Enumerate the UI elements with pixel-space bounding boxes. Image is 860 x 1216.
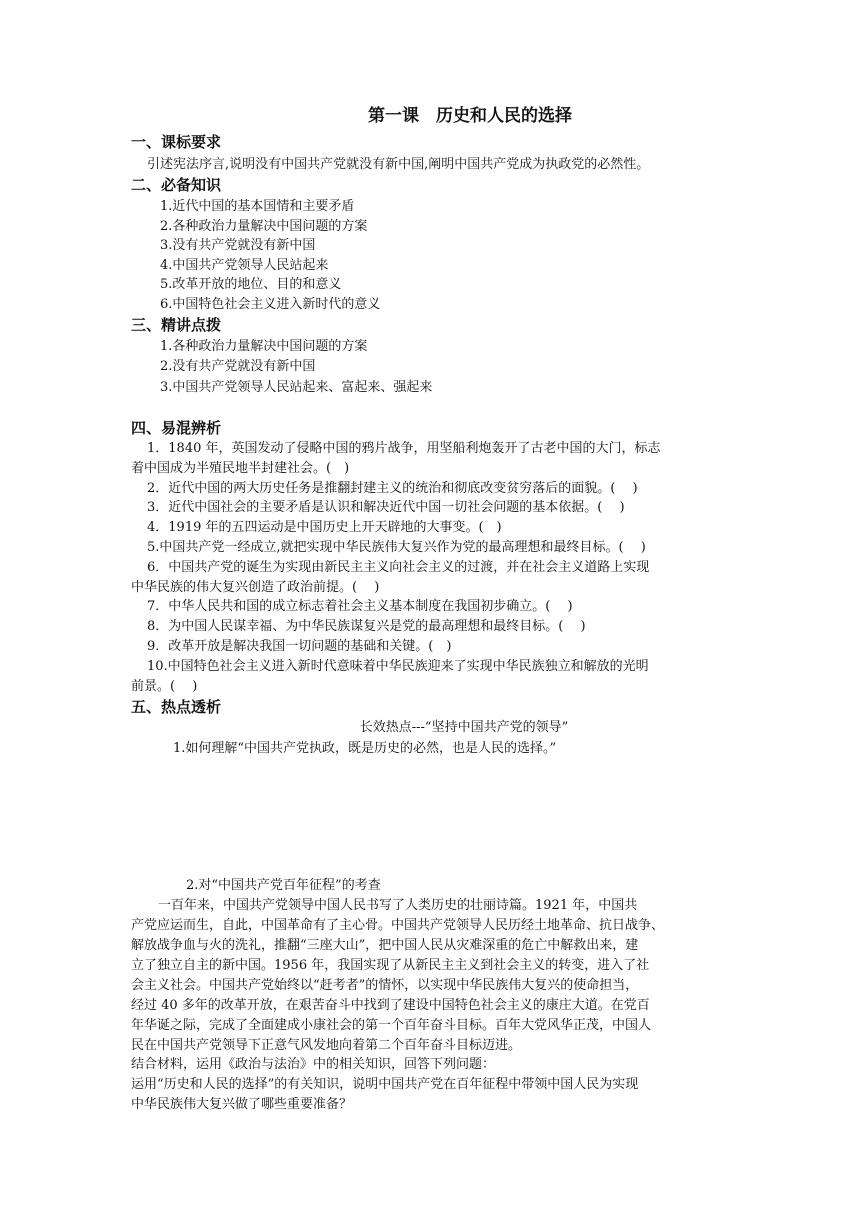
judgement-item: 4．1919 年的五四运动是中国历史上开天辟地的大事变。( ) [147, 520, 502, 535]
key-point-item: 3.中国共产党领导人民站起来、富起来、强起来 [160, 380, 433, 395]
knowledge-item: 2.各种政治力量解决中国问题的方案 [160, 219, 368, 234]
knowledge-item: 4.中国共产党领导人民站起来 [160, 258, 329, 273]
material-line: 民在中国共产党领导下正意气风发地向着第二个百年奋斗目标迈进。 [131, 1038, 522, 1053]
section-heading-confusables: 四、易混辨析 [131, 419, 222, 437]
judgement-item: 1．1840 年，英国发动了侵略中国的鸦片战争，用坚船利炮轰开了古老中国的大门，标志 [147, 441, 661, 456]
section-heading-standards: 一、课标要求 [131, 133, 222, 151]
judgement-item-cont: 着中国成为半殖民地半封建社会。( ) [131, 461, 350, 476]
knowledge-item: 1.近代中国的基本国情和主要矛盾 [160, 199, 355, 214]
section-heading-hot-topics: 五、热点透析 [131, 698, 222, 716]
judgement-item-cont: 中华民族的伟大复兴创造了政治前提。( ) [131, 580, 380, 595]
judgement-item: 9．改革开放是解决我国一切问题的基础和关键。( ) [147, 639, 452, 654]
material-line: 解放战争血与火的洗礼，推翻“三座大山”，把中国人民从灾难深重的危亡中解救出来，建 [131, 938, 639, 953]
material-line: 年华诞之际，完成了全面建成小康社会的第一个百年奋斗目标。百年大党风华正茂，中国人 [131, 1018, 652, 1033]
question-instruction: 结合材料，运用《政治与法治》中的相关知识，回答下列问题： [131, 1057, 496, 1072]
material-line: 经过 40 多年的改革开放，在艰苦奋斗中找到了建设中国特色社会主义的康庄大道。在党百 [131, 998, 650, 1013]
material-line: 一百年来，中国共产党领导中国人民书写了人类历史的壮丽诗篇。1921 年，中国共 [158, 898, 638, 913]
judgement-item: 10.中国特色社会主义进入新时代意味着中华民族迎来了实现中华民族独立和解放的光明 [147, 659, 649, 674]
judgement-item: 2．近代中国的两大历史任务是推翻封建主义的统治和彻底改变贫穷落后的面貌。( ) [147, 481, 638, 496]
question-text: 中华民族伟大复兴做了哪些重要准备？ [131, 1097, 353, 1112]
page-title: 第一课 历史和人民的选择 [368, 106, 572, 126]
judgement-item: 5.中国共产党一经成立,就把实现中华民族伟大复兴作为党的最高理想和最终目标。( ) [147, 540, 646, 555]
key-point-item: 1.各种政治力量解决中国问题的方案 [160, 339, 368, 354]
material-line: 产党应运而生，自此，中国革命有了主心骨。中国共产党领导人民历经土地革命、抗日战争、 [131, 918, 665, 933]
hot-topic-subheading: 长效热点---“坚持中国共产党的领导” [359, 720, 569, 735]
material-line: 会主义社会。中国共产党始终以“赶考者”的情怀，以实现中华民族伟大复兴的使命担当， [131, 978, 639, 993]
judgement-item: 7．中华人民共和国的成立标志着社会主义基本制度在我国初步确立。( ) [147, 599, 573, 614]
question-text: 运用“历史和人民的选择”的有关知识，说明中国共产党在百年征程中带领中国人民为实现 [131, 1077, 639, 1092]
judgement-item: 3．近代中国社会的主要矛盾是认识和解决近代中国一切社会问题的基本依据。( ) [147, 500, 625, 515]
judgement-item-cont: 前景。( ) [131, 679, 198, 694]
section-heading-knowledge: 二、必备知识 [131, 176, 222, 194]
knowledge-item: 3.没有共产党就没有新中国 [160, 238, 316, 253]
question-1: 1.如何理解“中国共产党执政，既是历史的必然，也是人民的选择。” [173, 741, 557, 756]
knowledge-item: 6.中国特色社会主义进入新时代的意义 [160, 297, 381, 312]
judgement-item: 8．为中国人民谋幸福、为中华民族谋复兴是党的最高理想和最终目标。( ) [147, 619, 586, 634]
question-2-title: 2.对“中国共产党百年征程”的考查 [186, 878, 381, 893]
judgement-item: 6．中国共产党的诞生为实现由新民主主义向社会主义的过渡，并在社会主义道路上实现 [147, 560, 650, 575]
knowledge-item: 5.改革开放的地位、目的和意义 [160, 277, 342, 292]
section-heading-key-points: 三、精讲点拨 [131, 316, 222, 334]
standards-text: 引述宪法序言,说明没有中国共产党就没有新中国,阐明中国共产党成为执政党的必然性。 [147, 157, 650, 172]
key-point-item: 2.没有共产党就没有新中国 [160, 359, 316, 374]
material-line: 立了独立自主的新中国。1956 年，我国实现了从新民主主义到社会主义的转变，进入了社 [131, 958, 650, 973]
